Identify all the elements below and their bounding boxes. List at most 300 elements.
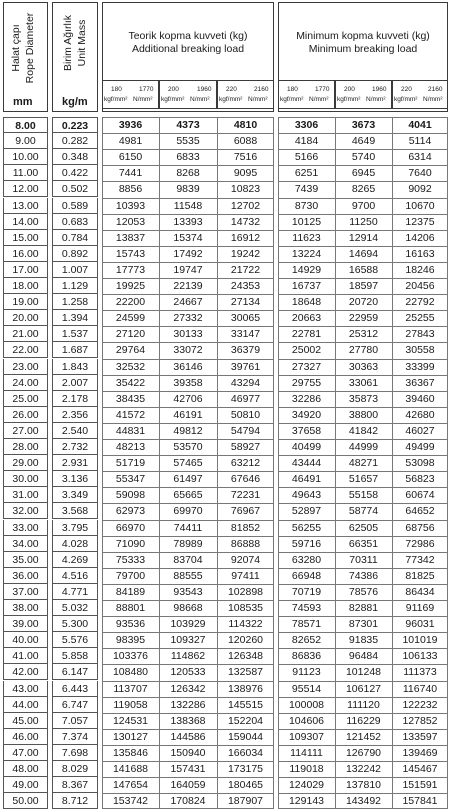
grid-row-line <box>278 777 448 778</box>
theoretical-load-cell: 10393 <box>115 199 146 212</box>
mass-cell: 0.348 <box>52 149 98 165</box>
grid-row-line <box>278 326 448 327</box>
table-row <box>0 214 450 230</box>
minimum-load-cell: 49499 <box>405 441 435 453</box>
mass-cell: 2.007 <box>52 375 98 391</box>
grade-n-unit: N/mm² <box>423 96 443 103</box>
diameter-cell: 25.00 <box>3 391 48 407</box>
table-row <box>0 391 450 407</box>
table-row <box>0 423 450 439</box>
theoretical-load-cell: 88801 <box>115 602 146 614</box>
grid-row-line <box>278 375 448 376</box>
grade-header-box <box>102 80 159 109</box>
grid-row-line <box>102 181 274 182</box>
diameter-cell: 13.00 <box>3 198 48 214</box>
minimum-load-cell: 66351 <box>348 537 379 550</box>
theoretical-load-cell: 6833 <box>176 151 200 164</box>
grid-column-line <box>159 117 160 809</box>
theoretical-load-cell: 36379 <box>230 344 261 357</box>
mass-cell: 8.029 <box>52 761 98 777</box>
minimum-load-cell: 38800 <box>348 408 379 421</box>
grade-n-unit: N/mm² <box>366 96 386 103</box>
grade-kgf-unit: kgf/mm² <box>219 96 243 103</box>
theoretical-load-cell: 135846 <box>112 746 149 759</box>
theoretical-load-cell: 108535 <box>227 602 264 614</box>
theoretical-load-cell: 132286 <box>170 698 206 711</box>
minimum-load-cell: 122232 <box>402 698 438 711</box>
minimum-load-cell: 10125 <box>291 215 322 228</box>
minimum-load-cell: 101248 <box>345 666 382 679</box>
grid-row-line <box>102 664 274 665</box>
table-row <box>0 745 450 761</box>
grade-kgf-value: 200 <box>344 86 355 93</box>
mass-unit: kg/m <box>62 96 88 108</box>
theoretical-load-cell: 27134 <box>230 296 261 309</box>
grid-row-line <box>278 214 448 215</box>
theoretical-load-cell: 11548 <box>173 199 203 212</box>
diameter-cell: 21.00 <box>3 326 48 342</box>
table-row <box>0 793 450 809</box>
theoretical-load-cell: 130127 <box>112 730 149 743</box>
minimum-load-cell: 121452 <box>345 730 382 743</box>
grid-row-line <box>102 471 274 472</box>
grade-n-unit: N/mm² <box>133 96 153 103</box>
theoretical-load-cell: 65665 <box>173 489 203 502</box>
grade-kgf-value: 220 <box>226 86 237 93</box>
theoretical-load-cell: 27120 <box>115 328 146 341</box>
grade-n-value: 1770 <box>139 86 154 93</box>
diameter-cell: 17.00 <box>3 262 48 278</box>
grid-outer-line <box>102 808 274 809</box>
table-row <box>0 326 450 342</box>
table-row <box>0 632 450 648</box>
grade-kgf-unit: kgf/mm² <box>104 96 128 103</box>
theoretical-load-cell: 30133 <box>173 328 203 341</box>
grid-row-line <box>278 294 448 295</box>
mass-cell: 5.858 <box>52 648 98 664</box>
diameter-cell: 19.00 <box>3 294 48 310</box>
mass-cell: 6.747 <box>52 697 98 713</box>
minimum-load-cell: 114111 <box>290 746 323 759</box>
table-row <box>0 181 450 197</box>
theoretical-load-cell: 138976 <box>227 682 264 695</box>
theoretical-load-cell: 98395 <box>115 634 146 647</box>
grid-row-line <box>102 391 274 392</box>
theoretical-load-cell: 108480 <box>112 666 149 679</box>
minimum-load-cell: 12914 <box>348 231 379 244</box>
table-row <box>0 584 450 600</box>
minimum-load-cell: 55158 <box>348 489 379 502</box>
grid-row-line <box>102 568 274 569</box>
minimum-load-cell: 91123 <box>292 666 321 679</box>
theoretical-load-cell: 150940 <box>170 746 206 759</box>
grid-row-line <box>102 359 274 360</box>
grid-row-line <box>278 181 448 182</box>
minimum-load-cell: 13224 <box>291 247 322 260</box>
table-row <box>0 729 450 745</box>
diameter-cell: 41.00 <box>3 648 48 664</box>
theoretical-load-cell: 159044 <box>227 730 264 743</box>
grid-row-line <box>278 439 448 440</box>
table-row <box>0 503 450 519</box>
minimum-load-cell: 20456 <box>405 280 435 292</box>
table-row <box>0 697 450 713</box>
grid-row-line <box>278 536 448 537</box>
grid-row-line <box>278 697 448 698</box>
theoretical-load-cell: 7516 <box>233 151 258 164</box>
grade-kgf-value: 180 <box>111 86 122 93</box>
minimum-load-cell: 133597 <box>402 730 438 743</box>
mass-cell: 3.349 <box>52 487 98 503</box>
minimum-load-cell: 109307 <box>288 730 325 743</box>
grid-row-line <box>102 632 274 633</box>
theoretical-load-cell: 46191 <box>173 408 203 421</box>
minimum-load-cell: 74386 <box>348 569 379 582</box>
minimum-load-cell: 96031 <box>405 618 435 631</box>
minimum-load-cell: 39460 <box>405 392 435 405</box>
theoretical-load-cell: 24353 <box>230 280 261 292</box>
table-row <box>0 165 450 181</box>
theoretical-load-cell: 6088 <box>233 135 258 148</box>
theoretical-load-cell: 10823 <box>230 183 261 196</box>
table-row <box>0 536 450 552</box>
theoretical-load-cell: 4810 <box>233 119 258 131</box>
minimum-load-cell: 91835 <box>348 634 379 647</box>
theoretical-load-cell: 93543 <box>173 585 203 598</box>
grid-row-line <box>102 503 274 504</box>
theoretical-load-cell: 187907 <box>227 795 264 808</box>
grid-row-line <box>278 713 448 714</box>
mass-cell: 4.269 <box>52 552 98 568</box>
mass-cell: 2.732 <box>52 439 98 455</box>
grid-row-line <box>102 262 274 263</box>
minimum-load-cell: 126790 <box>345 746 382 759</box>
diameter-cell: 49.00 <box>3 777 48 793</box>
mass-cell: 0.223 <box>52 117 98 133</box>
grade-kgf-unit: kgf/mm² <box>280 96 304 103</box>
table-row <box>0 278 450 294</box>
grade-header-box <box>278 80 335 109</box>
theoretical-load-cell: 27332 <box>173 312 203 325</box>
minimum-load-cell: 16737 <box>291 280 322 292</box>
theoretical-load-cell: 173175 <box>227 763 264 775</box>
grade-header-box <box>217 80 274 109</box>
diameter-cell: 16.00 <box>3 246 48 262</box>
grid-row-line <box>102 198 274 199</box>
table-row <box>0 198 450 214</box>
minimum-load-cell: 25312 <box>348 328 379 341</box>
theoretical-load-cell: 119058 <box>113 698 148 711</box>
grid-row-line <box>278 761 448 762</box>
minimum-load-cell: 78571 <box>291 618 322 631</box>
grade-n-unit: N/mm² <box>190 96 210 103</box>
minimum-load-cell: 32286 <box>291 392 322 405</box>
theoretical-load-cell: 15743 <box>115 247 146 260</box>
diameter-cell: 12.00 <box>3 181 48 197</box>
grid-row-line <box>278 455 448 456</box>
minimum-load-cell: 70719 <box>291 585 322 598</box>
grid-row-line <box>278 600 448 601</box>
theoretical-load-cell: 50810 <box>230 408 261 421</box>
minimum-load-cell: 104606 <box>288 714 325 727</box>
minimum-load-cell: 14929 <box>291 263 322 276</box>
table-row <box>0 568 450 584</box>
table-row <box>0 342 450 358</box>
table-row <box>0 294 450 310</box>
theoretical-title-en: Additional breaking load <box>131 43 245 55</box>
theoretical-load-cell: 33072 <box>173 344 203 357</box>
theoretical-load-cell: 157431 <box>170 763 206 775</box>
diameter-cell: 36.00 <box>3 568 48 584</box>
theoretical-load-cell: 13393 <box>173 215 203 228</box>
minimum-load-cell: 40499 <box>291 441 322 453</box>
theoretical-load-cell: 35422 <box>115 376 146 389</box>
grid-row-line <box>102 165 274 166</box>
grid-row-line <box>278 632 448 633</box>
theoretical-load-cell: 141688 <box>112 763 149 775</box>
minimum-load-cell: 9700 <box>351 199 376 212</box>
theoretical-load-cell: 39358 <box>173 376 203 389</box>
minimum-load-cell: 72986 <box>405 537 435 550</box>
theoretical-load-cell: 86888 <box>230 537 261 550</box>
minimum-load-cell: 48271 <box>348 457 379 470</box>
theoretical-load-cell: 59098 <box>115 489 146 502</box>
grid-row-line <box>102 793 274 794</box>
grade-n-value: 2160 <box>428 86 443 93</box>
minimum-load-cell: 18648 <box>291 296 322 309</box>
grid-row-line <box>102 439 274 440</box>
theoretical-load-cell: 41572 <box>115 408 146 421</box>
grade-n-value: 2160 <box>254 86 269 93</box>
theoretical-load-cell: 71090 <box>115 537 146 550</box>
mass-cell: 2.356 <box>52 407 98 423</box>
theoretical-load-cell: 81852 <box>230 521 261 534</box>
minimum-load-cell: 27780 <box>348 344 379 357</box>
minimum-load-cell: 27843 <box>405 328 435 341</box>
grid-row-line <box>102 407 274 408</box>
diameter-cell: 45.00 <box>3 713 48 729</box>
table-row <box>0 761 450 777</box>
table-row <box>0 117 450 133</box>
minimum-title-en: Minimum breaking load <box>308 43 418 55</box>
table-row <box>0 246 450 262</box>
minimum-load-cell: 9092 <box>408 183 432 196</box>
minimum-load-cell: 60674 <box>405 489 435 502</box>
minimum-load-cell: 86836 <box>291 650 322 663</box>
minimum-load-cell: 7640 <box>408 167 432 180</box>
diameter-cell: 46.00 <box>3 729 48 745</box>
mass-cell: 8.712 <box>52 793 98 809</box>
diameter-cell: 11.00 <box>3 165 48 181</box>
theoretical-load-cell: 8268 <box>176 167 200 180</box>
theoretical-load-cell: 74411 <box>173 521 203 534</box>
grid-row-line <box>278 165 448 166</box>
theoretical-load-cell: 79700 <box>115 569 146 582</box>
minimum-load-cell: 4041 <box>408 119 432 131</box>
grid-row-line <box>102 520 274 521</box>
minimum-load-cell: 116740 <box>402 682 438 695</box>
minimum-load-cell: 5740 <box>351 151 376 164</box>
mass-cell: 0.502 <box>52 181 98 197</box>
grid-row-line <box>102 552 274 553</box>
theoretical-load-cell: 13837 <box>115 231 146 244</box>
mass-cell: 2.178 <box>52 391 98 407</box>
theoretical-load-cell: 62973 <box>115 505 146 518</box>
grid-row-line <box>278 262 448 263</box>
minimum-load-cell: 18246 <box>405 263 435 276</box>
theoretical-load-cell: 42706 <box>173 392 203 405</box>
minimum-load-cell: 30558 <box>405 344 435 357</box>
theoretical-load-cell: 14732 <box>230 215 261 228</box>
grid-row-line <box>278 423 448 424</box>
minimum-load-cell: 101019 <box>402 634 438 647</box>
theoretical-load-cell: 19925 <box>115 280 146 292</box>
diameter-cell: 8.00 <box>3 117 48 133</box>
theoretical-load-cell: 103376 <box>112 650 149 663</box>
theoretical-load-cell: 166034 <box>227 746 264 759</box>
theoretical-load-cell: 5535 <box>176 135 200 148</box>
theoretical-load-cell: 44831 <box>115 424 146 437</box>
minimum-load-cell: 34920 <box>291 408 322 421</box>
grid-row-line <box>278 407 448 408</box>
table-row <box>0 359 450 375</box>
grid-outer-line <box>278 808 448 809</box>
theoretical-load-cell: 46977 <box>230 392 261 405</box>
theoretical-load-cell: 57465 <box>173 457 203 470</box>
mass-cell: 7.057 <box>52 713 98 729</box>
minimum-load-cell: 86434 <box>405 585 435 598</box>
theoretical-load-cell: 9839 <box>176 183 200 196</box>
theoretical-load-cell: 120533 <box>170 666 206 679</box>
diameter-cell: 48.00 <box>3 761 48 777</box>
minimum-load-cell: 33399 <box>405 360 435 373</box>
minimum-load-cell: 157841 <box>402 795 438 808</box>
mass-cell: 8.367 <box>52 777 98 793</box>
grid-row-line <box>278 391 448 392</box>
minimum-load-cell: 35873 <box>348 392 379 405</box>
table-row <box>0 262 450 278</box>
mass-cell: 3.568 <box>52 503 98 519</box>
minimum-load-cell: 42680 <box>405 408 435 421</box>
minimum-load-cell: 111373 <box>403 666 437 679</box>
grid-row-line <box>278 681 448 682</box>
table-row <box>0 471 450 487</box>
grid-row-line <box>102 616 274 617</box>
minimum-load-cell: 4184 <box>294 135 319 148</box>
minimum-load-cell: 16588 <box>348 263 379 276</box>
minimum-load-cell: 25255 <box>405 312 435 325</box>
theoretical-load-cell: 72231 <box>230 489 261 502</box>
mass-cell: 2.931 <box>52 455 98 471</box>
theoretical-load-cell: 24667 <box>173 296 203 309</box>
grid-row-line <box>102 600 274 601</box>
diameter-cell: 31.00 <box>3 487 48 503</box>
minimum-title-tr: Minimum kopma kuvveti (kg) <box>296 30 430 42</box>
table-row <box>0 439 450 455</box>
theoretical-load-cell: 114322 <box>228 618 263 631</box>
mass-cell: 1.258 <box>52 294 98 310</box>
theoretical-load-cell: 63212 <box>230 457 261 470</box>
diameter-cell: 22.00 <box>3 342 48 358</box>
minimum-load-cell: 56255 <box>291 521 322 534</box>
theoretical-load-cell: 98668 <box>173 602 203 614</box>
mass-cell: 1.687 <box>52 342 98 358</box>
minimum-load-cell: 11623 <box>292 231 321 244</box>
minimum-load-cell: 46027 <box>405 424 435 437</box>
theoretical-load-cell: 33147 <box>230 328 261 341</box>
diameter-cell: 40.00 <box>3 632 48 648</box>
theoretical-load-cell: 17492 <box>173 247 203 260</box>
minimum-load-cell: 62505 <box>348 521 379 534</box>
minimum-load-cell: 22781 <box>291 328 322 341</box>
mass-cell: 7.374 <box>52 729 98 745</box>
table-row <box>0 664 450 680</box>
minimum-load-cell: 3306 <box>294 119 319 131</box>
minimum-load-cell: 20720 <box>348 296 379 309</box>
mass-cell: 1.007 <box>52 262 98 278</box>
mass-cell: 1.537 <box>52 326 98 342</box>
grid-row-line <box>102 133 274 134</box>
minimum-load-cell: 14694 <box>348 247 379 260</box>
grid-row-line <box>102 149 274 150</box>
theoretical-load-cell: 144586 <box>170 730 206 743</box>
minimum-load-cell: 49643 <box>291 489 322 502</box>
minimum-load-cell: 22959 <box>348 312 379 325</box>
theoretical-load-cell: 22200 <box>115 296 146 309</box>
grid-outer-line <box>102 117 103 809</box>
grade-header-box <box>392 80 448 109</box>
minimum-load-cell: 59716 <box>291 537 322 550</box>
diameter-unit: mm <box>13 96 33 108</box>
theoretical-load-cell: 17773 <box>115 263 146 276</box>
grid-row-line <box>102 294 274 295</box>
grid-row-line <box>102 777 274 778</box>
mass-label-tr: Birim Ağırlık <box>62 14 74 72</box>
diameter-cell: 35.00 <box>3 552 48 568</box>
theoretical-load-cell: 54794 <box>230 424 261 437</box>
minimum-load-cell: 137810 <box>345 779 382 792</box>
theoretical-load-cell: 21722 <box>230 263 261 276</box>
minimum-load-cell: 25002 <box>291 344 322 357</box>
minimum-load-cell: 106133 <box>402 650 438 663</box>
minimum-load-cell: 46491 <box>291 473 322 486</box>
minimum-load-cell: 6314 <box>408 151 432 164</box>
grid-row-line <box>102 729 274 730</box>
diameter-cell: 26.00 <box>3 407 48 423</box>
grid-row-line <box>102 713 274 714</box>
mass-cell: 0.589 <box>52 198 98 214</box>
minimum-load-cell: 70311 <box>349 553 378 566</box>
grid-row-line <box>102 697 274 698</box>
theoretical-load-cell: 152204 <box>227 714 264 727</box>
minimum-load-cell: 6945 <box>351 167 376 180</box>
mass-cell: 5.032 <box>52 600 98 616</box>
grid-outer-line <box>273 117 274 809</box>
grid-row-line <box>102 536 274 537</box>
theoretical-load-cell: 88555 <box>173 569 203 582</box>
theoretical-load-cell: 145515 <box>227 698 264 711</box>
minimum-load-cell: 63280 <box>291 553 322 566</box>
grid-row-line <box>102 342 274 343</box>
grid-row-line <box>102 584 274 585</box>
mass-cell: 0.784 <box>52 230 98 246</box>
theoretical-load-cell: 48213 <box>115 441 146 453</box>
theoretical-load-cell: 126342 <box>170 682 206 695</box>
grid-row-line <box>278 793 448 794</box>
theoretical-load-cell: 6150 <box>118 151 143 164</box>
theoretical-load-cell: 83704 <box>173 553 203 566</box>
grade-kgf-unit: kgf/mm² <box>161 96 185 103</box>
